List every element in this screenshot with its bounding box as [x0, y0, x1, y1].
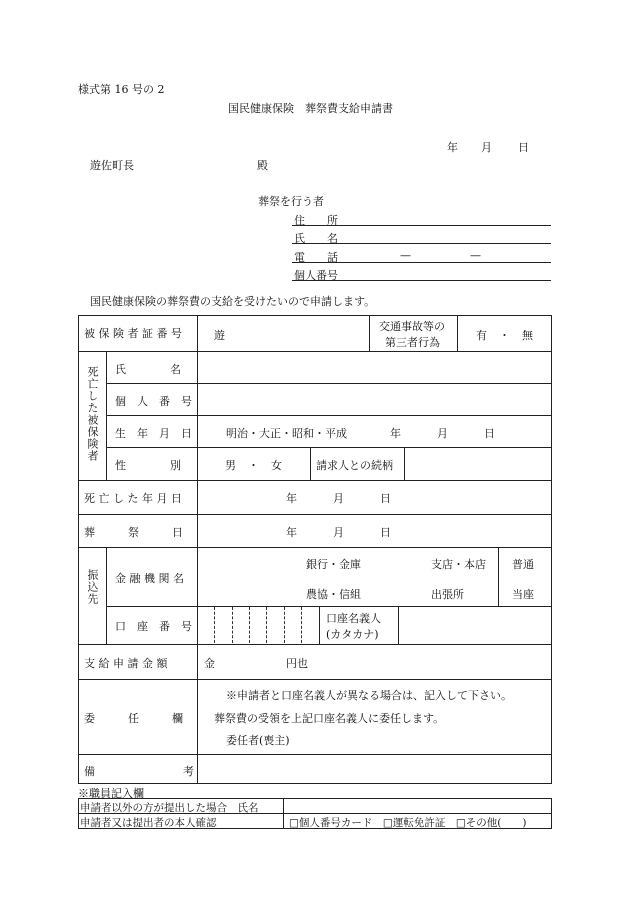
delegator-label: 委任者(喪主)	[226, 734, 290, 747]
funeral-day-label: 日	[380, 526, 391, 539]
account-number-input[interactable]	[198, 607, 318, 643]
birth-month-label: 月	[437, 427, 448, 440]
death-date-label: 死 亡 し た 年 月 日	[84, 492, 182, 505]
insured-card-prefix: 遊	[214, 329, 225, 342]
account-holder-label-1: 口座名義人	[326, 612, 381, 625]
funeral-month-label: 月	[333, 526, 344, 539]
insured-card-label: 被 保 険 者 証 番 号	[84, 327, 182, 340]
birth-eras[interactable]: 明治・大正・昭和・平成	[226, 427, 347, 440]
applicant-personal-no-label: 個人番号	[294, 269, 338, 282]
amount-label: 支 給 申 請 金 額	[84, 657, 168, 670]
delegation-text: 葬祭費の受領を上記口座名義人に委任します。	[214, 712, 445, 725]
death-month-label: 月	[333, 492, 344, 505]
branch-type-1[interactable]: 支店・本店	[431, 558, 486, 571]
account-type-1[interactable]: 普通	[512, 558, 534, 571]
date-day-label: 日	[518, 141, 529, 154]
bank-name-label: 金 融 機 関 名	[115, 572, 184, 585]
account-number-label: 口 座 番 号	[115, 620, 192, 633]
account-type-2[interactable]: 当座	[512, 588, 534, 601]
sex-label: 性 別	[115, 459, 181, 472]
applicant-address-line[interactable]	[292, 225, 551, 226]
death-year-label: 年	[286, 492, 297, 505]
delegation-note: ※申請者と口座名義人が異なる場合は、記入して下さい。	[226, 689, 512, 702]
transfer-group-label: 振込先	[86, 569, 99, 605]
intro-text: 国民健康保険の葬祭費の支給を受けたいので申請します。	[90, 295, 376, 308]
applicant-name-label: 氏 名	[294, 232, 338, 245]
accident-yes[interactable]: 有	[476, 329, 487, 342]
funeral-date-label: 葬 祭 日	[84, 526, 183, 539]
phone-dash-1: —	[400, 249, 411, 262]
remarks-label: 備 考	[84, 765, 194, 778]
deceased-name-label: 氏 名	[115, 363, 181, 376]
staff-row2-options[interactable]: □個人番号カード □運転免許証 □その他( )	[289, 817, 527, 829]
accident-no[interactable]: 無	[522, 329, 533, 342]
amount-prefix: 金	[204, 657, 215, 670]
sex-female[interactable]: 女	[271, 459, 282, 472]
relation-label: 請求人との続柄	[316, 459, 393, 472]
account-holder-label-2: (カタカナ)	[326, 628, 379, 641]
bank-type-1[interactable]: 銀行・金庫	[306, 558, 361, 571]
form-number: 様式第 16 号の 2	[78, 83, 165, 96]
applicant-personal-no-line[interactable]	[292, 280, 551, 281]
applicant-phone-label: 電 話	[294, 251, 338, 264]
deceased-group-label: 死亡した被保険者	[86, 366, 99, 462]
amount-suffix: 円也	[286, 657, 308, 670]
bank-type-2[interactable]: 農協・信組	[306, 588, 361, 601]
birth-date-label: 生 年 月 日	[115, 427, 192, 440]
birth-day-label: 日	[484, 427, 495, 440]
form-title: 国民健康保険 葬祭費支給申請書	[228, 102, 393, 115]
date-month-label: 月	[481, 141, 492, 154]
funeral-year-label: 年	[286, 526, 297, 539]
account-holder-input[interactable]	[399, 607, 551, 643]
death-day-label: 日	[380, 492, 391, 505]
branch-type-2[interactable]: 出張所	[431, 588, 464, 601]
deceased-personal-no-input[interactable]	[198, 384, 551, 415]
date-year-label: 年	[447, 141, 458, 154]
insured-card-input[interactable]	[198, 316, 368, 350]
applicant-section-title: 葬祭を行う者	[258, 195, 324, 208]
staff-row1-label: 申請者以外の方が提出した場合 氏名	[80, 802, 259, 814]
honorific: 殿	[257, 159, 268, 172]
staff-row1-input[interactable]	[284, 799, 551, 812]
addressee: 遊佐町長	[90, 159, 134, 172]
remarks-input[interactable]	[198, 755, 551, 783]
applicant-address-label: 住 所	[294, 214, 338, 227]
delegation-label: 委 任 欄	[84, 712, 183, 725]
staff-section-title: ※職員記入欄	[78, 787, 144, 800]
relation-input[interactable]	[405, 448, 551, 479]
deceased-name-input[interactable]	[198, 352, 551, 383]
sex-male[interactable]: 男	[225, 459, 236, 472]
sex-dot: ・	[248, 459, 259, 472]
deceased-personal-no-label: 個 人 番 号	[115, 395, 192, 408]
phone-dash-2: —	[470, 249, 481, 262]
accident-label-line1: 交通事故等の	[379, 320, 445, 333]
applicant-phone-line[interactable]	[292, 262, 551, 263]
applicant-name-line[interactable]	[292, 243, 551, 244]
accident-label-line2: 第三者行為	[385, 336, 440, 349]
staff-row2-label: 申請者又は提出者の本人確認	[80, 817, 217, 829]
accident-dot: ・	[499, 329, 510, 342]
birth-year-label: 年	[390, 427, 401, 440]
